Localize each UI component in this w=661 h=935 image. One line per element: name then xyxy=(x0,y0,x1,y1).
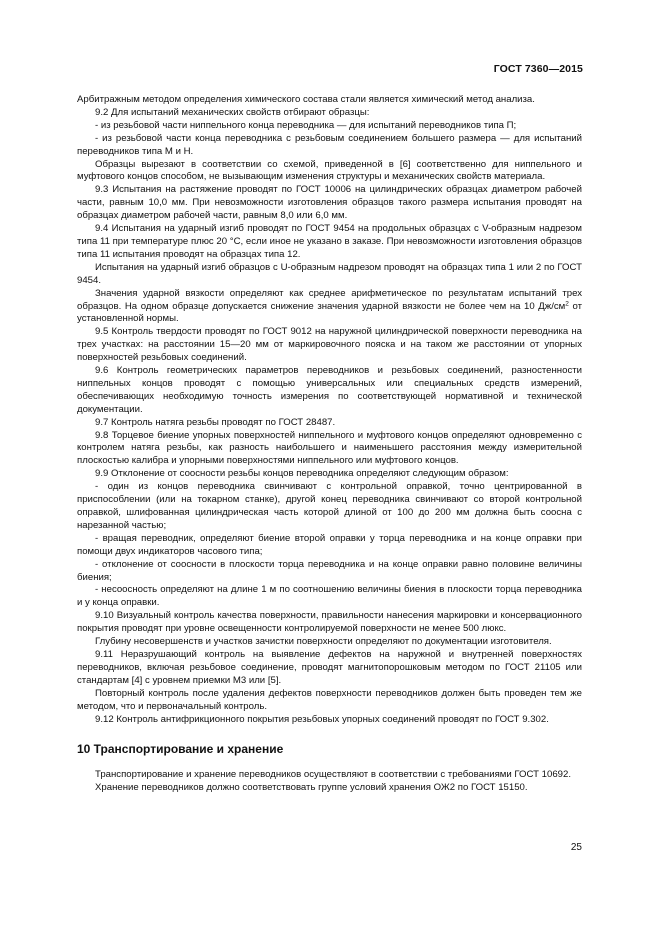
list-item: - несоосность определяют на длине 1 м по соотношению величины биения в плоскости торца переводника и у конца оправки. xyxy=(77,584,582,609)
paragraph: Повторный контроль после удаления дефектов поверхности переводников должен быть проведен тем же методом, что и первоначальный контроль. xyxy=(77,687,582,712)
paragraph: 9.10 Визуальный контроль качества поверхности, правильности нанесения маркировки и консервационного покрытия проводят при уровне освещенности контролируемой поверхности не менее 500 люкс. xyxy=(77,610,582,635)
paragraph xyxy=(77,288,582,327)
document-body xyxy=(77,94,582,795)
document-header: ГОСТ 7360—2015 xyxy=(493,63,583,75)
paragraph: Арбитражным методом определения химического состава стали является химический метод анализа. xyxy=(77,94,535,105)
paragraph: Образцы вырезают в соответствии со схемой, приведенной в [6] соответственно для ниппельного и муфтового концов способом, не вызывающим изменения структуры и механических свойств материала. xyxy=(77,158,582,183)
list-item: - из резьбовой части конца переводника с резьбовым соединением большего размера — для испытаний переводников типа М и Н. xyxy=(77,132,582,157)
paragraph: 9.3 Испытания на растяжение проводят по ГОСТ 10006 на цилиндрических образцах диаметром рабочей части, равным 10,0 мм. При невозможности изготовления образцов такого размера испытания проводят на образцах диаметром рабочей части, равным 8,0 или 6,0 мм. xyxy=(77,184,582,222)
paragraph: 9.2 Для испытаний механических свойств отбирают образцы: xyxy=(95,106,370,118)
paragraph: Хранение переводников должно соответствовать группе условий хранения ОЖ2 по ГОСТ 15150. xyxy=(95,782,528,794)
list-item: - из резьбовой части ниппельного конца переводника — для испытаний переводников типа П; xyxy=(95,119,517,131)
paragraph: 9.11 Неразрушающий контроль на выявление дефектов на наружной и внутренней поверхностях переводников, включая резьбовое соединение, проводят магнитопорошковым методом по ГОСТ 21105 или стандартам [4] с уровнем приемки М3 или [5]. xyxy=(77,648,582,686)
paragraph: 9.7 Контроль натяга резьбы проводят по ГОСТ 28487. xyxy=(95,416,336,428)
list-item: - отклонение от соосности в плоскости торца переводника и на конце оправки равно половине величины биения; xyxy=(77,558,582,583)
page-number: 25 xyxy=(570,842,582,853)
paragraph: Испытания на ударный изгиб образцов с U-образным надрезом проводят на образцах типа 1 или 2 по ГОСТ 9454. xyxy=(77,261,582,286)
paragraph: 9.9 Отклонение от соосности резьбы концов переводника определяют следующим образом: xyxy=(95,468,509,480)
list-item: - один из концов переводника свинчивают с контрольной оправкой, точно центрированной в приспособлении (или на токарном станке), другой конец переводника свинчивают со второй контрольной оправкой, шлифованная цилиндрическая часть которой длиной от 100 до 200 мм должна быть соосна с нарезанной частью; xyxy=(77,481,582,531)
list-item: - вращая переводник, определяют биение второй оправки у торца переводника и на конце оправки при помощи двух индикаторов часового типа; xyxy=(77,532,582,557)
superscript: 2 xyxy=(565,300,569,307)
paragraph: Глубину несовершенств и участков зачистки поверхности определяют по документации изготовителя. xyxy=(95,636,552,648)
paragraph-text: от установленной нормы. xyxy=(77,300,582,325)
paragraph: 9.6 Контроль геометрических параметров переводников и резьбовых соединений, разностенности ниппельных концов проводят с помощью универсальных или специальных средств измерений, обеспечивающих необходимую точность измерения по соответствующей нормативной и технической документации. xyxy=(77,365,582,415)
paragraph: 9.5 Контроль твердости проводят по ГОСТ 9012 на наружной цилиндрической поверхности переводника на трех участках: на расстоянии 15—20 мм от маркировочного пояска и на таком же расстоянии от упорных поверхностей резьбовых соединений. xyxy=(77,326,582,364)
paragraph: Транспортирование и хранение переводников осуществляют в соответствии с требованиями ГОСТ 10692. xyxy=(95,769,571,781)
paragraph: 9.12 Контроль антифрикционного покрытия резьбовых упорных соединений проводят по ГОСТ 9.302. xyxy=(95,713,549,725)
paragraph: 9.4 Испытания на ударный изгиб проводят по ГОСТ 9454 на продольных образцах с V-образным надрезом типа 11 при температуре плюс 20 °С, если иное не указано в заказе. При невозможности изготовления образцов типа 11 испытания проводят на образцах типа 12. xyxy=(77,223,582,260)
section-heading: 10 Транспортирование и хранение xyxy=(77,742,284,757)
paragraph-text: Значения ударной вязкости определяют как среднее арифметическое по результатам испытаний трех образцов. На одном образце допускается снижение значения ударной вязкости не более чем на 10 Дж/см xyxy=(77,287,582,312)
paragraph: 9.8 Торцевое биение упорных поверхностей ниппельного и муфтового концов определяют одновременно с контролем натяга резьбы, как разность наибольшего и наименьшего расстояния между измерительной плоскостью калибра и упорными поверхностями ниппельного или муфтового концов. xyxy=(77,429,582,467)
